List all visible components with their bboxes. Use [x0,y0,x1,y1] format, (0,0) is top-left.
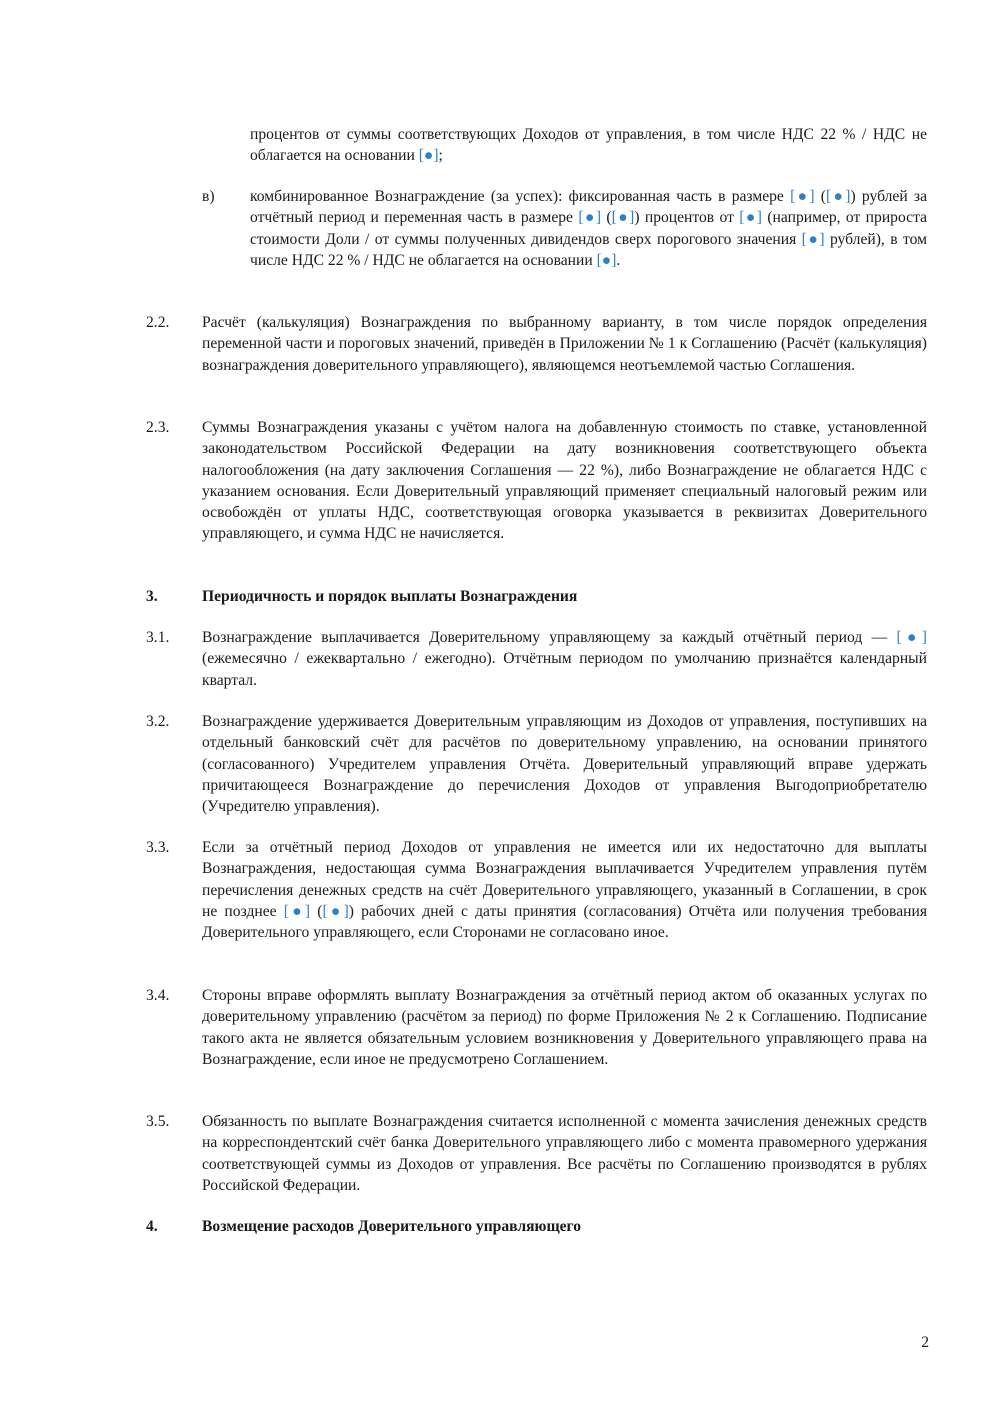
clause-number: 3.3. [146,839,170,856]
list-item-label: в) [202,188,215,205]
clause-3-2 [146,711,927,817]
section-heading-4 [146,1216,927,1237]
clause-number: 2.3. [146,419,170,436]
clause-number: 2.2. [146,314,170,331]
section-heading-3 [146,586,927,607]
placeholder-mark: [●] [578,209,602,227]
clause-text: Стороны вправе оформлять выплату Вознаграждения за отчётный период актом об оказанных услугах по доверительному управлению (расчётом за период) по форме Приложения № 2 к Соглашению. Подписание такого акта не является обязательным условием возникновения у Доверительного управляющего права на Вознаграждение, если иное не предусмотрено Соглашением. [202,987,927,1068]
section-number: 4. [146,1218,158,1235]
text-fragment: процентов от суммы соответствующих Доходов от управления, в том числе НДС 22 % / НДС не облагается на основании [250,126,927,165]
clause-number: 3.1. [146,629,170,646]
text-fragment: ; [438,147,443,165]
clause-2-3 [146,417,927,545]
placeholder-mark: [●] [322,902,349,920]
page-number: 2 [921,1334,929,1351]
clause-number: 3.5. [146,1113,170,1130]
continuation-paragraph [250,124,927,167]
placeholder-mark: [●] [283,902,311,920]
clause-number: 3.2. [146,713,170,730]
clause-text: Расчёт (калькуляция) Вознаграждения по выбранному варианту, в том числе порядок определения переменной части и пороговых значений, приведён в Приложении № 1 к Соглашению (Расчёт (калькуляция) вознаграждения доверительного управляющего), являющемся неотъемлемой частью Соглашения. [202,314,927,374]
section-title: Возмещение расходов Доверительного управляющего [202,1218,582,1235]
placeholder-mark: [●] [418,147,439,165]
placeholder-mark: [●] [739,209,762,227]
clause-text: Вознаграждение удерживается Доверительным управляющим из Доходов от управления, поступивших на отдельный банковский счёт для расчётов по доверительному управлению, на основании принятого (согласованного) Учредителем управления Отчёта. Доверительный управляющий вправе удержать причитающееся Вознаграждение до перечисления Доходов от управления Выгодоприобретателю (Учредителю управления). [202,713,927,816]
clause-3-5 [146,1111,927,1196]
placeholder-mark: [●] [790,188,815,205]
list-item-v [202,186,927,271]
clause-number: 3.4. [146,987,170,1004]
placeholder-mark: [●] [896,629,927,646]
clause-text: Суммы Вознаграждения указаны с учётом налога на добавленную стоимость по ставке, установленной законодательством Российской Федерации на дату возникновения соответствующего объекта налогообложения (на дату заключения Соглашения — 22 %), либо Вознаграждение не облагается НДС с указанием основания. Если Доверительный управляющий применяет специальный налоговый режим или освобождён от уплаты НДС, соответствующая оговорка указывается в реквизитах Доверительного управляющего, и сумма НДС не начисляется. [202,419,927,543]
clause-text: Обязанность по выплате Вознаграждения считается исполненной с момента зачисления денежных средств на корреспондентский счёт банка Доверительного управляющего либо с момента правомерного удержания соответствующей суммы из Доходов от управления. Все расчёты по Соглашению производятся в рублях Российской Федерации. [202,1113,927,1194]
list-item-text: комбинированное Вознаграждение (за успех): фиксированная часть в размере [●] ([●]) рублей за отчётный период и переменная часть в размере [●] ([●]) процентов от [●] (например, от прироста стоимости Доли / от суммы полученных дивидендов сверх порогового значения [●] рублей), в том числе НДС 22 % / НДС не облагается на основании [●]. [250,188,928,269]
clause-3-4 [146,985,927,1070]
section-number: 3. [146,588,158,605]
placeholder-mark: [●] [801,230,825,248]
section-title: Периодичность и порядок выплаты Вознаграждения [202,588,578,605]
clause-text: Если за отчётный период Доходов от управления не имеется или их недостаточно для выплаты Вознаграждения, недостающая сумма Вознаграждения выплачивается Учредителем управления путём перечисления денежных средств на счёт Доверительного управляющего, указанный в Соглашении, в срок не позднее [●] ([●]) рабочих дней с даты принятия (согласования) Отчёта или получения требования Доверительного управляющего, если Сторонами не согласовано иное. [202,839,927,942]
placeholder-mark: [●] [596,251,617,269]
clause-text: Вознаграждение выплачивается Доверительному управляющему за каждый отчётный период — [●] (ежемесячно / ежеквартально / ежегодно). Отчётным периодом по умолчанию признаётся календарный квартал. [202,629,927,689]
clause-3-1 [146,627,927,691]
clause-2-2 [146,312,927,376]
placeholder-mark: [●] [826,188,851,205]
clause-3-3 [146,837,927,943]
placeholder-mark: [●] [611,209,635,227]
